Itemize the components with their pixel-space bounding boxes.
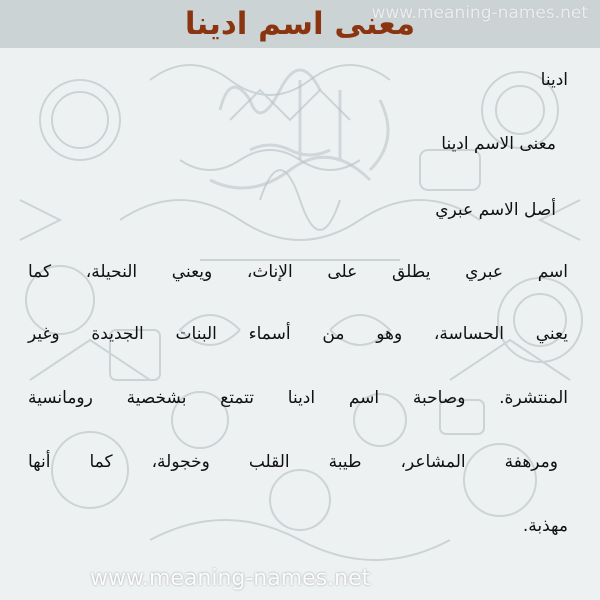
description-line: المنتشرة. وصاحبة اسم ادينا تتمتع بشخصية رومانسية [28, 388, 568, 408]
site-watermark-bottom: www.meaning-names.net [90, 566, 371, 591]
origin-label: أصل الاسم عبري [435, 200, 556, 220]
page-title: معنى اسم ادينا [184, 6, 416, 42]
description-line: مهذبة. [522, 516, 568, 536]
description-line: يعني الحساسة، وهو من أسماء البنات الجديدة وغير [28, 324, 568, 344]
name-text: ادينا [540, 70, 568, 90]
meaning-label: معنى الاسم ادينا [441, 134, 556, 154]
site-watermark-top: www.meaning-names.net [371, 3, 588, 23]
description-line: ومرهفة المشاعر، طيبة القلب وخجولة، كما أنها [28, 452, 558, 472]
description-line: اسم عبري يطلق على الإناث، ويعني النحيلة، كما [28, 262, 568, 282]
